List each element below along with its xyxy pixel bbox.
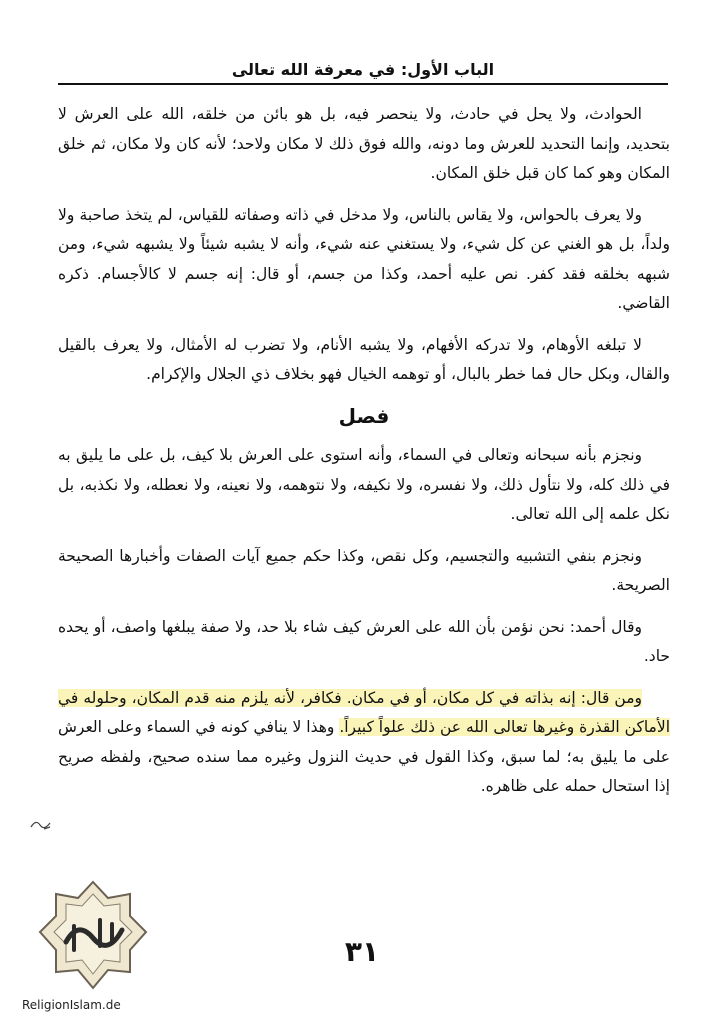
paragraph: لا تبلغه الأوهام، ولا تدركه الأفهام، ولا يشبه الأنام، ولا تضرب له الأمثال، ولا يعرف بالقيل والقال، وبكل حال فما خطر بالبال، أو توهمه الخيال فهو بخلاف ذي الجلال والإكرام. [58, 335, 670, 383]
margin-scribble-icon [28, 815, 58, 833]
paragraph: الحوادث، ولا يحل في حادث، ولا ينحصر فيه، بل هو بائن من خلقه، الله على العرش لا بتحديد، وإنما التحديد للعرش وما دونه، والله فوق ذلك لا مكان ولاحد؛ لأنه كان ولا مكان، ثم خلق المكان وهو كما كان قبل خلق المكان. [58, 105, 670, 182]
paragraph: وقال أحمد: نحن نؤمن بأن الله على العرش كيف شاء بلا حد، ولا صفة يبلغها واصف، أو يحده حاد. [58, 617, 670, 665]
page-number: ٣١ [344, 935, 380, 968]
highlighted-text: ومن قال: إنه بذاته في كل مكان، أو في مكان. فكافر، لأنه يلزم منه قدم المكان، وحلوله في الأماكن القذرة وغيرها تعالى الله عن ذلك علواً كبيراً. [58, 688, 670, 736]
paragraph: ونجزم بنفي التشبيه والتجسيم، وكل نقص، وكذا حكم جميع آيات الصفات وأخبارها الصحيحة الصريحة. [58, 546, 670, 594]
page-body [58, 100, 670, 814]
paragraph: ولا يعرف بالحواس، ولا يقاس بالناس، ولا مدخل في ذاته وصفاته للقياس، لم يتخذ صاحبة ولا ولداً، بل هو الغني عن كل شيء، ولا يستغني عنه شيء، وأنه لا يشبه شيئاً ولا يشبهه شيء، ومن شبهه بخلقه فقد كفر. نص عليه أحمد، وكذا من جسم، أو قال: إنه جسم لا كالأجسام. ذكره القاضي. [58, 205, 670, 312]
paragraph-with-highlight [58, 684, 670, 802]
section-heading: فصل [338, 403, 390, 428]
paragraph-continuation: وهذا لا ينافي كونه في السماء وعلى العرش على ما يليق به؛ لما سبق، وكذا القول في حديث النزول وغيره مما سنده صحيح، ولفظه صريح إذا استحال حمله على ظاهره. [57, 718, 670, 795]
watermark: ReligionIslam.de [22, 998, 121, 1012]
running-header: الباب الأول: في معرفة الله تعالى [58, 60, 668, 85]
paragraph: ونجزم بأنه سبحانه وتعالى في السماء، وأنه استوى على العرش بلا كيف، بل على ما يليق به في ذلك كله، ولا نتأول ذلك، ولا نفسره، ولا نكيفه، ولا نتوهمه، ولا نعينه، ولا نعطله، ولا نكذبه، بل نكل علمه إلى الله تعالى. [58, 446, 670, 523]
